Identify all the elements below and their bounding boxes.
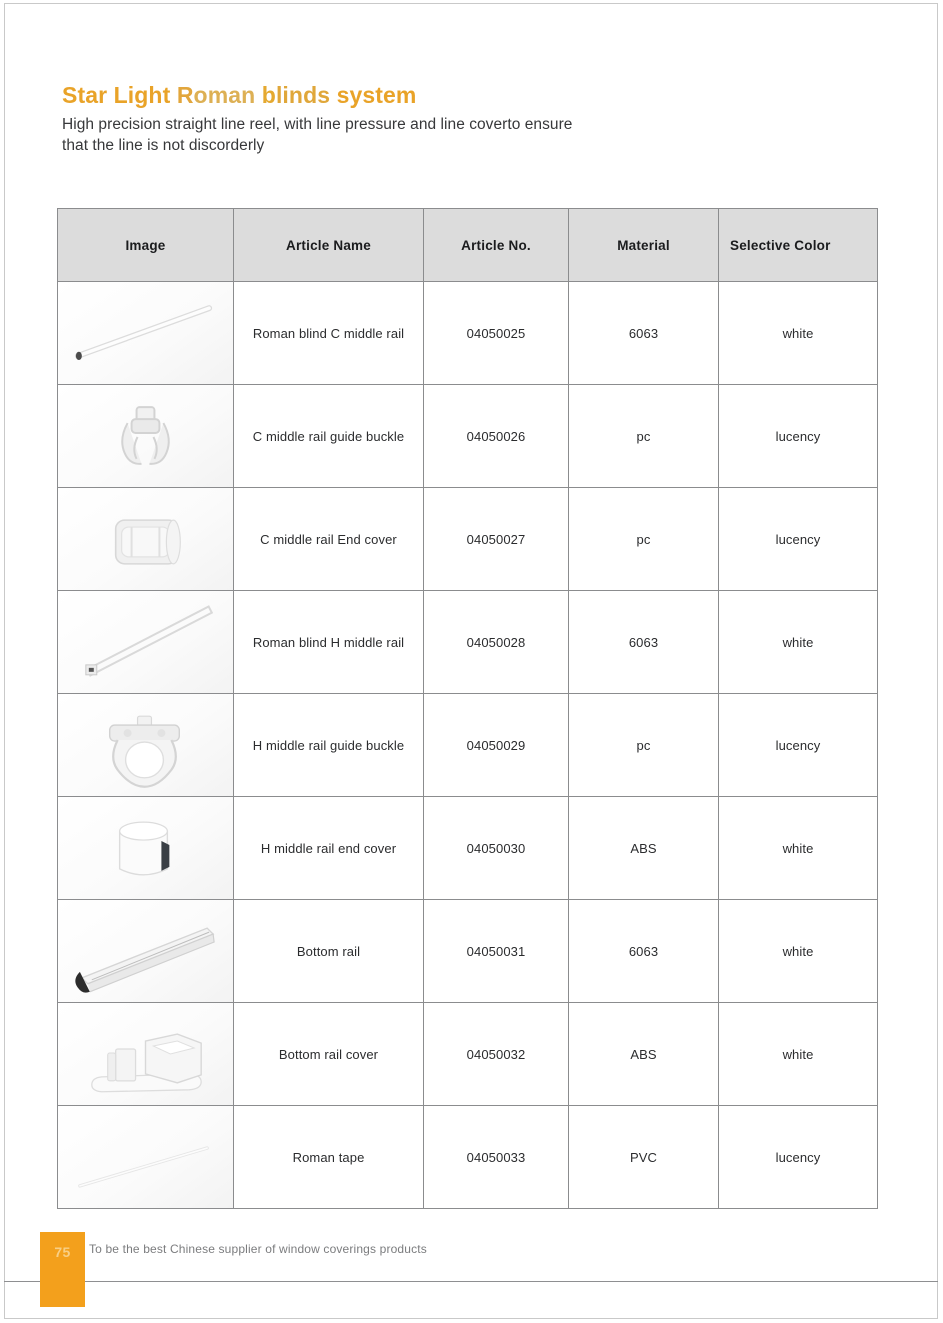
- title-segment: Star Light: [62, 82, 177, 108]
- selective-color-cell: lucency: [719, 694, 878, 797]
- article-number-cell: 04050033: [424, 1106, 569, 1209]
- article-number-cell: 04050025: [424, 282, 569, 385]
- article-number-cell: 04050027: [424, 488, 569, 591]
- h-middle-rail-end-cover-photo: [58, 797, 233, 899]
- table-row: [58, 385, 878, 488]
- selective-color-cell: lucency: [719, 385, 878, 488]
- selective-color-cell: lucency: [719, 1106, 878, 1209]
- table-row: [58, 488, 878, 591]
- page-title: [62, 80, 622, 110]
- material-cell: PVC: [569, 1106, 719, 1209]
- material-cell: pc: [569, 385, 719, 488]
- column-header-image: Image: [58, 209, 234, 282]
- table-row: [58, 797, 878, 900]
- table-row: [58, 1003, 878, 1106]
- h-middle-rail-guide-buckle-photo: [58, 694, 233, 796]
- product-name-cell: Roman blind H middle rail: [234, 591, 424, 694]
- title-segment: system: [336, 82, 417, 108]
- column-header-material: Material: [569, 209, 719, 282]
- table-row: [58, 694, 878, 797]
- column-header-article-name: Article Name: [234, 209, 424, 282]
- material-cell: ABS: [569, 1003, 719, 1106]
- product-image-cell: [58, 591, 234, 694]
- material-cell: pc: [569, 694, 719, 797]
- article-number-cell: 04050031: [424, 900, 569, 1003]
- product-image-cell: [58, 797, 234, 900]
- product-image-cell: [58, 282, 234, 385]
- table-body: [58, 282, 878, 1209]
- product-image-cell: [58, 488, 234, 591]
- title-segment: oman: [193, 82, 262, 108]
- table-header-row: [58, 209, 878, 282]
- roman-blind-c-middle-rail-photo: [58, 282, 233, 384]
- table-header: [58, 209, 878, 282]
- material-cell: ABS: [569, 797, 719, 900]
- selective-color-cell: white: [719, 282, 878, 385]
- product-name-cell: Roman tape: [234, 1106, 424, 1209]
- article-number-cell: 04050026: [424, 385, 569, 488]
- product-image-cell: [58, 900, 234, 1003]
- table-row: [58, 1106, 878, 1209]
- material-cell: 6063: [569, 900, 719, 1003]
- table-row: [58, 900, 878, 1003]
- article-number-cell: 04050029: [424, 694, 569, 797]
- material-cell: 6063: [569, 591, 719, 694]
- page-subtitle: High precision straight line reel, with line pressure and line coverto ensure that the line is not discorderly: [62, 116, 573, 154]
- product-spec-table: [57, 208, 878, 1209]
- product-image-cell: [58, 385, 234, 488]
- product-name-cell: Bottom rail cover: [234, 1003, 424, 1106]
- footer-divider: [4, 1281, 938, 1282]
- column-header-selective-color: Selective Color: [719, 209, 878, 282]
- title-segment: b: [261, 82, 276, 108]
- product-name-cell: H middle rail end cover: [234, 797, 424, 900]
- selective-color-cell: lucency: [719, 488, 878, 591]
- roman-tape-photo: [58, 1106, 233, 1208]
- table-row: [58, 591, 878, 694]
- selective-color-cell: white: [719, 591, 878, 694]
- footer-tagline: To be the best Chinese supplier of window coverings products: [89, 1242, 427, 1256]
- selective-color-cell: white: [719, 900, 878, 1003]
- selective-color-cell: white: [719, 797, 878, 900]
- product-name-cell: C middle rail guide buckle: [234, 385, 424, 488]
- article-number-cell: 04050028: [424, 591, 569, 694]
- product-image-cell: [58, 1003, 234, 1106]
- bottom-rail-photo: [58, 900, 233, 1002]
- roman-blind-h-middle-rail-photo: [58, 591, 233, 693]
- product-name-cell: Roman blind C middle rail: [234, 282, 424, 385]
- bottom-rail-cover-photo: [58, 1003, 233, 1105]
- title-segment: linds: [275, 82, 337, 108]
- article-number-cell: 04050032: [424, 1003, 569, 1106]
- column-header-article-no: Article No.: [424, 209, 569, 282]
- product-image-cell: [58, 694, 234, 797]
- material-cell: pc: [569, 488, 719, 591]
- article-number-cell: 04050030: [424, 797, 569, 900]
- product-name-cell: C middle rail End cover: [234, 488, 424, 591]
- page-number-badge: 75: [40, 1232, 85, 1307]
- selective-color-cell: white: [719, 1003, 878, 1106]
- title-segment: R: [176, 82, 194, 108]
- product-image-cell: [58, 1106, 234, 1209]
- c-middle-rail-end-cover-photo: [58, 488, 233, 590]
- product-name-cell: Bottom rail: [234, 900, 424, 1003]
- product-name-cell: H middle rail guide buckle: [234, 694, 424, 797]
- c-middle-rail-guide-buckle-photo: [58, 385, 233, 487]
- page-heading: [62, 80, 622, 156]
- table-row: [58, 282, 878, 385]
- material-cell: 6063: [569, 282, 719, 385]
